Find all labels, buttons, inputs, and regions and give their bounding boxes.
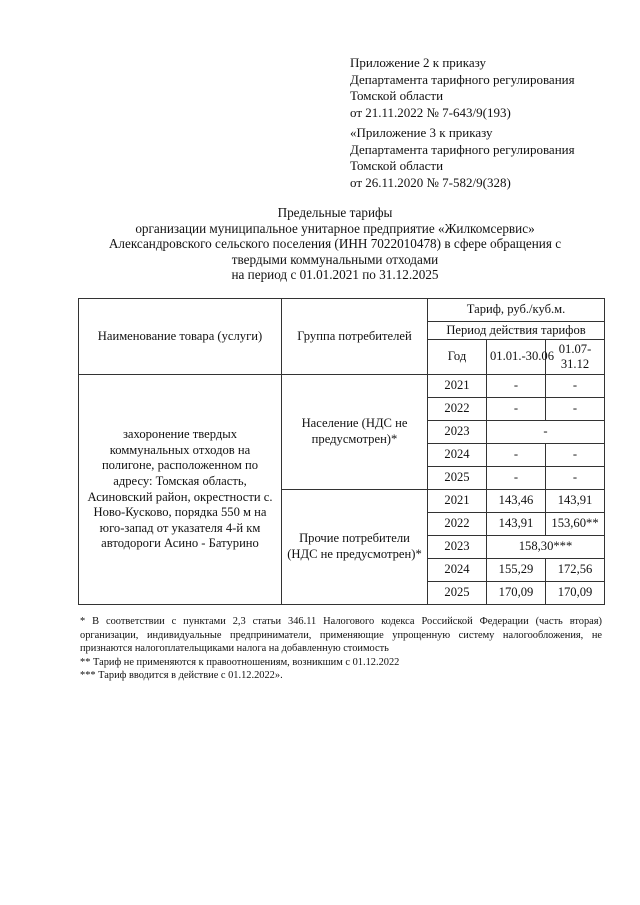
year-cell: 2022 <box>428 398 487 421</box>
consumer-group-population: Население (НДС не предусмотрен)* <box>282 375 428 490</box>
year-cell: 2021 <box>428 490 487 513</box>
tariff-cell-merged: - <box>487 421 605 444</box>
tariff-cell: 170,09 <box>546 582 605 605</box>
tariff-cell: - <box>546 398 605 421</box>
table-row <box>79 375 605 398</box>
year-cell: 2023 <box>428 536 487 559</box>
tariff-cell-merged: 158,30*** <box>487 536 605 559</box>
footnotes <box>80 615 602 683</box>
tariff-cell: - <box>487 467 546 490</box>
header-period-1: 01.01.-30.06 <box>487 340 546 375</box>
header-consumer-group: Группа потребителей <box>282 299 428 375</box>
year-cell: 2025 <box>428 582 487 605</box>
table-header-row <box>79 299 605 322</box>
year-cell: 2021 <box>428 375 487 398</box>
tariff-cell: - <box>487 375 546 398</box>
tariff-table <box>78 298 605 605</box>
tariff-cell: 153,60** <box>546 513 605 536</box>
tariff-cell: 143,46 <box>487 490 546 513</box>
title-line: твердыми коммунальными отходами <box>231 251 439 267</box>
consumer-group-other: Прочие потребители (НДС не предусмотрен)* <box>282 490 428 605</box>
year-cell: 2025 <box>428 467 487 490</box>
order-reference-appendix-3 <box>350 125 620 191</box>
tariff-cell: 143,91 <box>546 490 605 513</box>
tariff-cell: 172,56 <box>546 559 605 582</box>
title-line: Александровского сельского поселения (ИНН 7022010478) в сфере обращения с <box>108 236 562 252</box>
header-line: Томской области <box>350 88 444 103</box>
title-line: организации муниципальное унитарное предприятие «Жилкомсервис» <box>135 220 535 236</box>
year-cell: 2023 <box>428 421 487 444</box>
header-period-2: 01.07-31.12 <box>546 340 605 375</box>
document-title <box>60 205 610 283</box>
header-year: Год <box>428 340 487 375</box>
header-line: «Приложение 3 к приказу <box>350 125 493 140</box>
footnote-not-applied: ** Тариф не применяются к правоотношениям, возникшим с 01.12.2022 <box>80 656 400 668</box>
footnote-vat: * В соответствии с пунктами 2,3 статьи 346.11 Налогового кодекса Российской Федерации (часть вторая) организации, индивидуальные предприниматели, применяющие упрощенную систему налогообложения, не признаются налогоплательщиками налога на добавленную стоимость <box>80 616 602 655</box>
order-reference-appendix-2 <box>350 55 620 121</box>
tariff-cell: - <box>487 444 546 467</box>
year-cell: 2024 <box>428 559 487 582</box>
tariff-cell: - <box>546 444 605 467</box>
title-line: Предельные тарифы <box>277 205 393 220</box>
header-service-name: Наименование товара (услуги) <box>79 299 282 375</box>
header-line: Департамента тарифного регулирования <box>350 141 575 157</box>
header-line: от 21.11.2022 № 7-643/9(193) <box>350 104 511 120</box>
tariff-cell: - <box>487 398 546 421</box>
header-tariff: Тариф, руб./куб.м. <box>428 299 605 322</box>
tariff-cell: 143,91 <box>487 513 546 536</box>
tariff-cell: 170,09 <box>487 582 546 605</box>
header-line: Приложение 2 к приказу <box>350 55 487 70</box>
year-cell: 2024 <box>428 444 487 467</box>
tariff-cell: 155,29 <box>487 559 546 582</box>
title-line: на период с 01.01.2021 по 31.12.2025 <box>231 267 439 283</box>
service-description: захоронение твердых коммунальных отходов на полигоне, расположенном по адресу: Томская область, Асиновский район, окрестности с. Ново-Кусково, порядка 550 м на юго-запад от указателя 4-й км автодороги Асино - Батурино <box>79 375 282 605</box>
header-line: Департамента тарифного регулирования <box>350 71 575 87</box>
tariff-cell: - <box>546 467 605 490</box>
header-line: от 26.11.2020 № 7-582/9(328) <box>350 174 511 190</box>
header-line: Томской области <box>350 158 444 173</box>
footnote-effective-date: *** Тариф вводится в действие с 01.12.2022». <box>80 670 283 682</box>
header-period: Период действия тарифов <box>428 322 605 340</box>
year-cell: 2022 <box>428 513 487 536</box>
tariff-cell: - <box>546 375 605 398</box>
